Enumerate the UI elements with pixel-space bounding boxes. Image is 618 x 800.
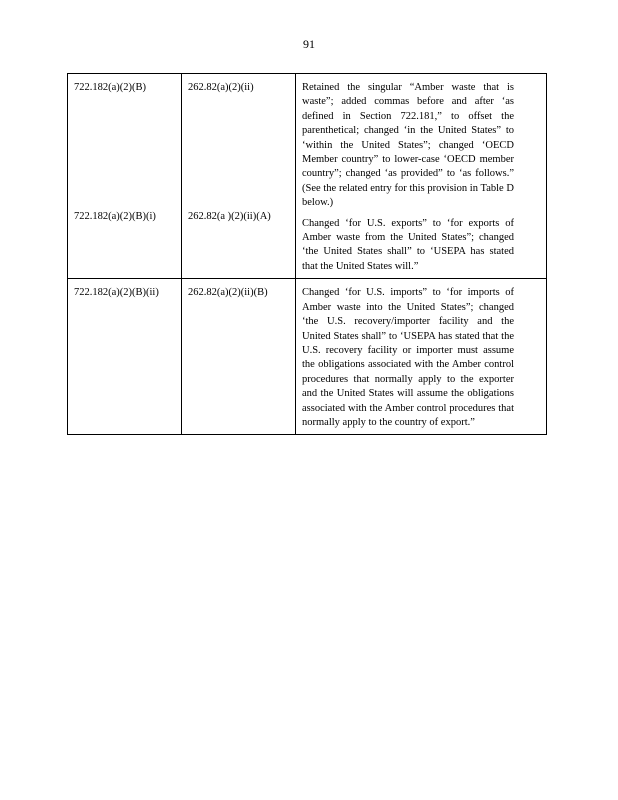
illinois-section-cell <box>68 279 182 435</box>
cell-spacer <box>188 95 289 210</box>
federal-section-ref: 262.82(a)(2)(ii)(B) <box>188 287 268 299</box>
description-cell <box>296 74 547 279</box>
comparison-table <box>67 73 547 435</box>
illinois-section-ref: 722.182(a)(2)(B)(i) <box>74 211 156 223</box>
description-cell <box>296 279 547 435</box>
table-row <box>68 279 547 435</box>
federal-section-ref: 262.82(a)(2)(ii) <box>188 82 254 93</box>
illinois-section-ref: 722.182(a)(2)(B) <box>74 82 147 93</box>
federal-section-cell <box>182 74 296 279</box>
cell-spacer <box>74 95 175 210</box>
change-description: Changed ‘for U.S. exports” to ‘for exports of Amber waste from the United States”; changed ‘the United States shall” to ‘USEPA has stated that the United States will.” <box>302 217 514 272</box>
table-row <box>68 74 547 279</box>
illinois-section-ref: 722.182(a)(2)(B)(ii) <box>74 287 159 299</box>
illinois-section-cell <box>68 74 182 279</box>
federal-section-ref: 262.82(a )(2)(ii)(A) <box>188 211 271 223</box>
change-description: Retained the singular “Amber waste that is waste”; added commas before and after ‘as defined in Section 722.181,” to offset the parenthetical; changed ‘in the United States” to ‘within the United States”; changed ‘OECD Member country” to lower-case ‘OECD member country”; changed ‘as provided” to ‘as follows.” (See the related entry for this provision in Table D below.) <box>302 82 514 209</box>
change-description: Changed ‘for U.S. imports” to ‘for imports of Amber waste into the United States”; changed ‘the U.S. recovery/importer facility and the United States shall” to ‘USEPA has stated that the U.S. recovery facility or importer must assume the obligations associated with the Amber control procedures that normally apply to the exporter and the United States will assume the obligations associated with the Amber control procedures that normally apply to the country of export.” <box>302 287 514 428</box>
federal-section-cell <box>182 279 296 435</box>
page-number: 91 <box>303 37 315 51</box>
